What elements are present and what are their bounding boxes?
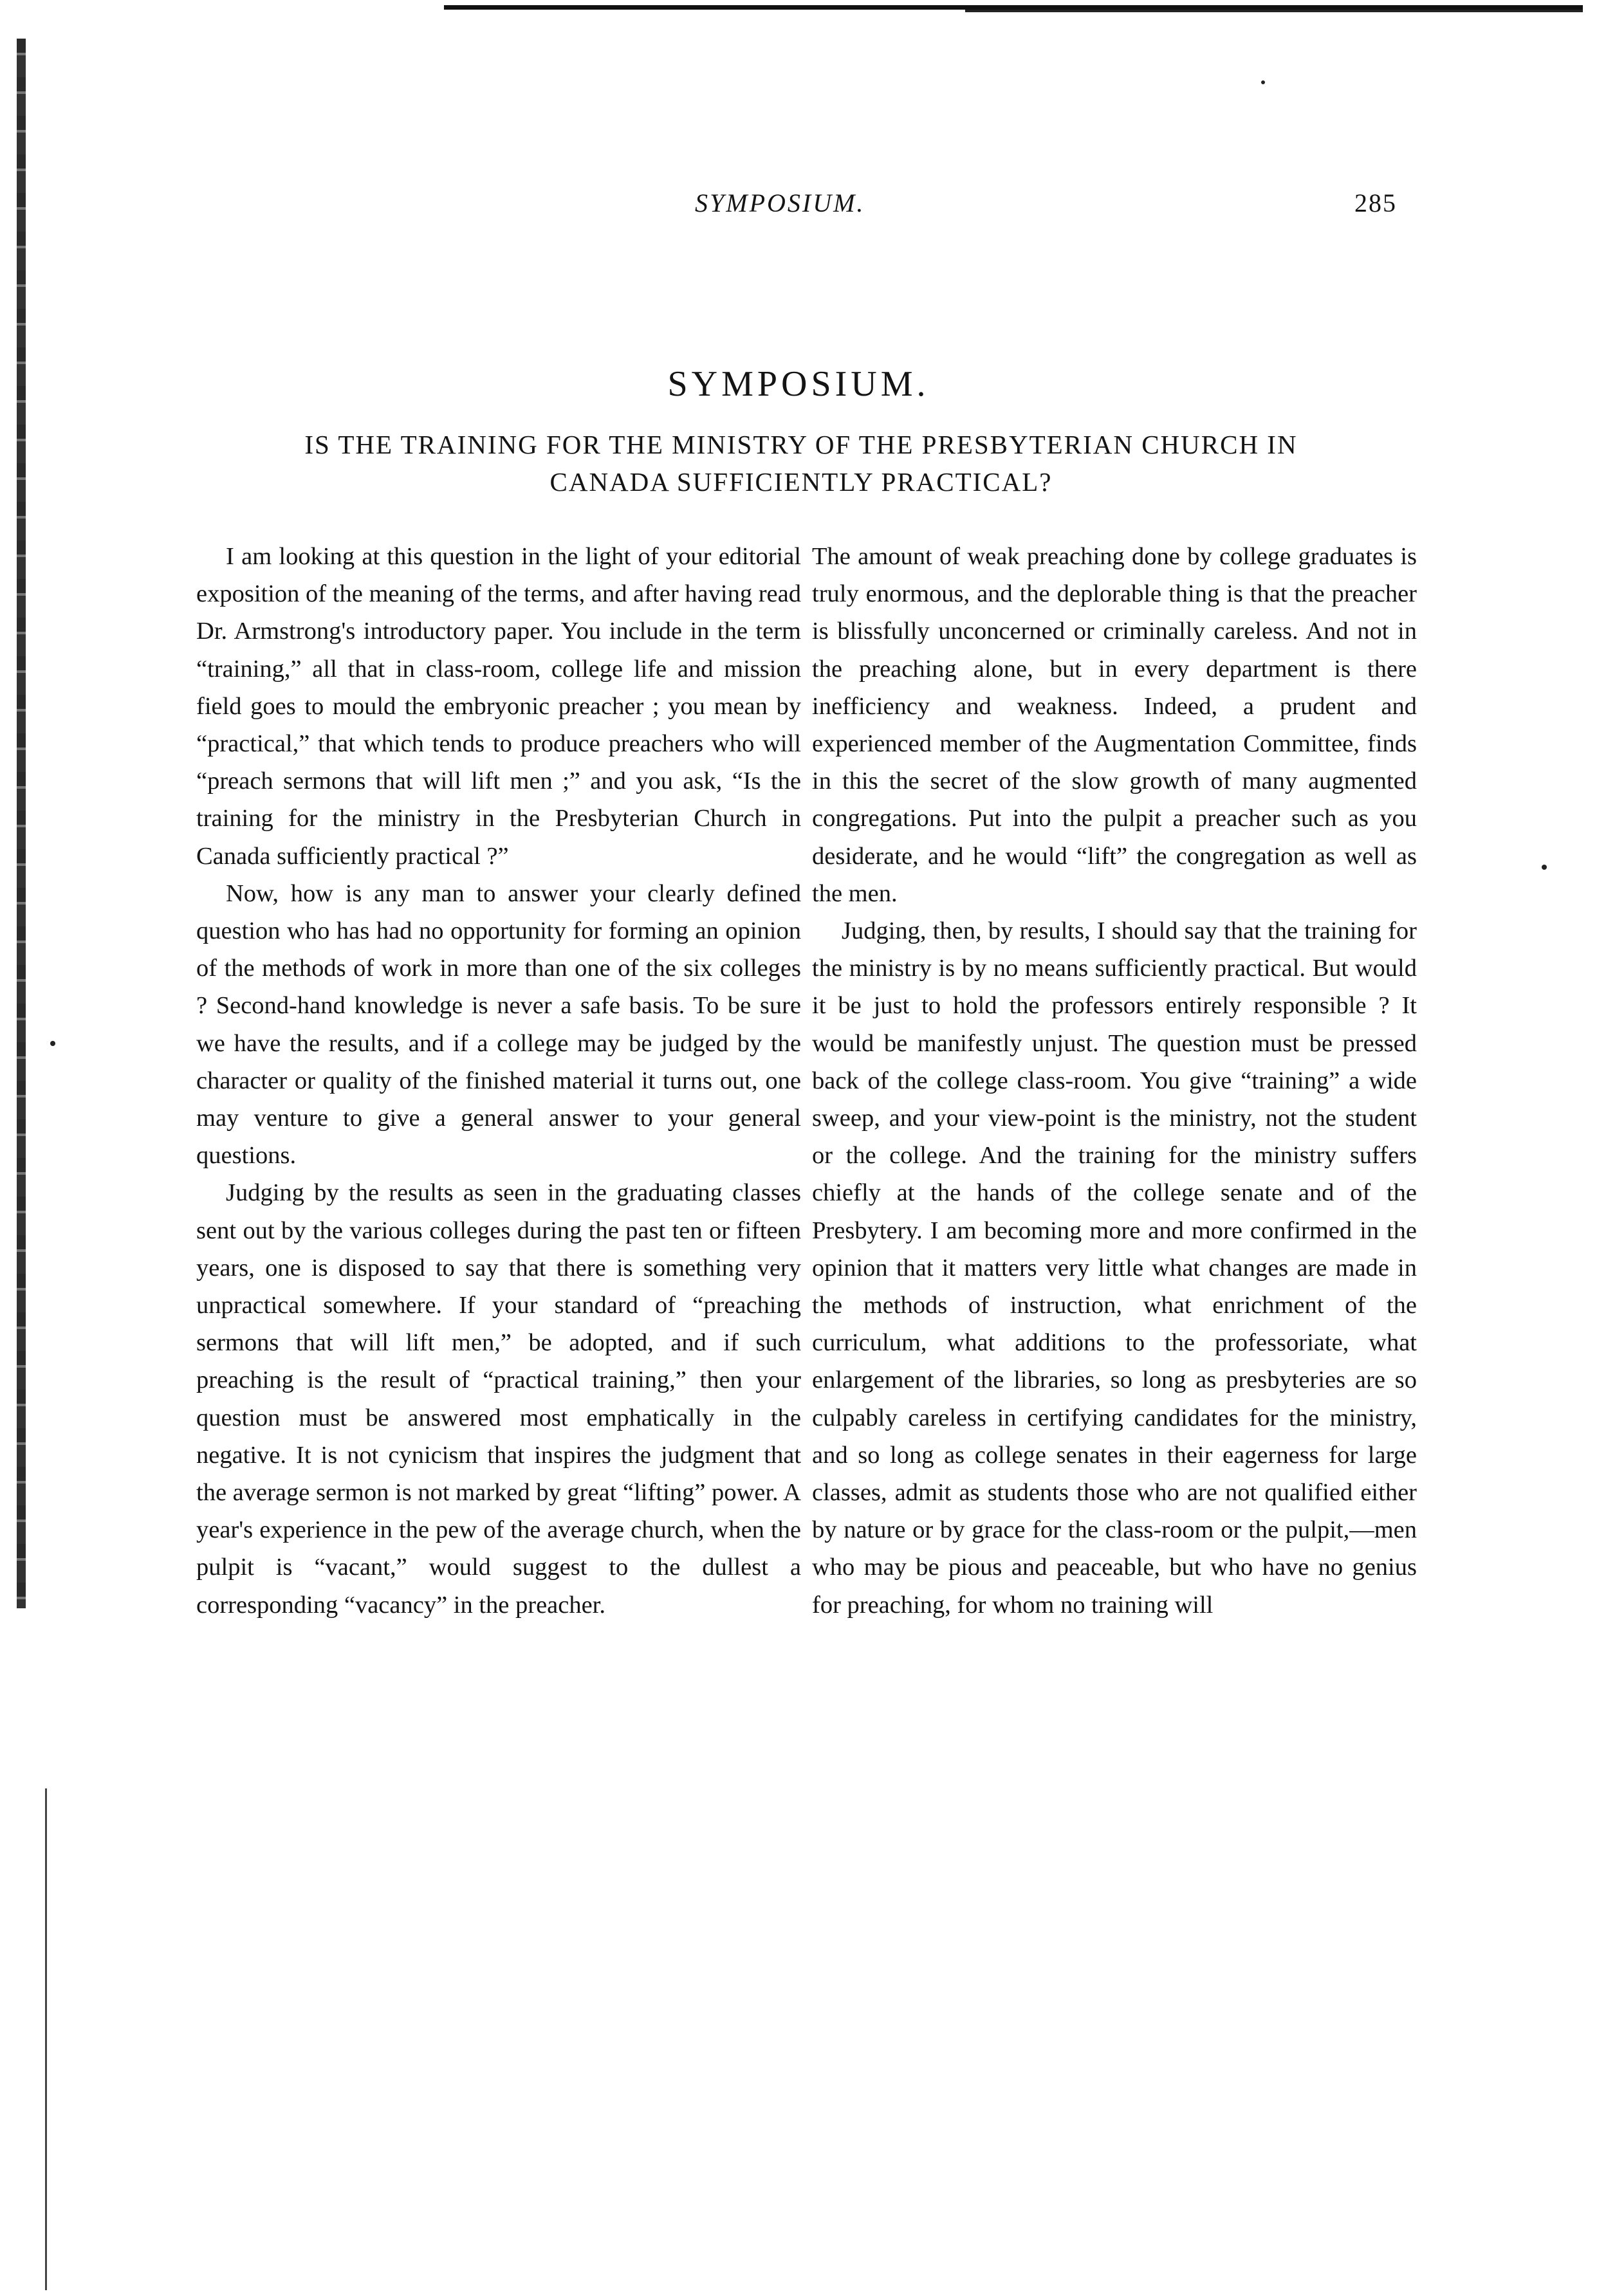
left-paragraph-2: Now, how is any man to answer your clearly defined question who has had no opportunity for forming an opinion of the methods of work in more than one of the six colleges ? Second-hand knowledge is never a safe basis. To be sure we have the results, and if a college may be judged by the character or quality of the finished material it turns out, one may venture to give a general answer to your general questions.: [196, 879, 801, 1170]
article-subtitle: [193, 426, 1409, 501]
top-rule-secondary: [965, 10, 1583, 12]
right-paragraph-2: Judging, then, by results, I should say that the training for the ministry is by no means sufficiently practical. But would it be just to hold the professors entirely responsible ? It would be manifestly unjust. The question must be pressed back of the college class-room. You give “training” a wide sweep, and your view-point is the ministry, not the student or the college. And the training for the ministry suffers chiefly at the hands of the college senate and of the Presbytery. I am becoming more and more confirmed in the opinion that it matters very little what changes are made in the methods of instruction, what enrichment of the curriculum, what additions to the professoriate, what enlargement of the libraries, so long as presbyteries are so culpably careless in certifying candidates for the ministry, and so long as college senates in their eagerness for large classes, admit as students those who are not qualified either by nature or by grace for the class-room or the pulpit,—men who may be pious and peaceable, but who have no genius for preaching, for whom no training will: [812, 917, 1417, 1619]
scan-speck: [50, 1041, 55, 1046]
running-head: SYMPOSIUM.: [695, 188, 865, 217]
right-column: [812, 538, 1417, 1624]
subtitle-line-2: CANADA SUFFICIENTLY PRACTICAL?: [549, 467, 1053, 497]
left-paragraph-3: Judging by the results as seen in the graduating classes sent out by the various colleges during the past ten or fifteen years, one is disposed to say that there is something very unpractical somewhere. If your standard of “preaching sermons that will lift men,” be adopted, and if such preaching is the result of “practical training,” then your question must be answered most emphatically in the negative. It is not cynicism that inspires the judgment that the average sermon is not marked by great “lifting” power. A year's experience in the pew of the average church, when the pulpit is “vacant,” would suggest to the dullest a corresponding “vacancy” in the preacher.: [196, 1179, 801, 1619]
subtitle-line-1: IS THE TRAINING FOR THE MINISTRY OF THE PRESBYTERIAN CHURCH IN: [304, 430, 1298, 459]
left-column: [196, 538, 801, 1624]
scan-speck: [1261, 80, 1265, 84]
scan-speck: [1542, 865, 1547, 870]
article-title: SYMPOSIUM.: [667, 364, 930, 404]
top-rule: [444, 5, 1583, 10]
scan-binding-edge: [17, 39, 26, 1608]
right-paragraph-1: The amount of weak preaching done by college graduates is truly enormous, and the deplorable thing is that the preacher is blissfully unconcerned or criminally careless. And not in the preaching alone, but in every department is there inefficiency and weakness. Indeed, a prudent and experienced member of the Augmentation Committee, finds in this the secret of the slow growth of many augmented congregations. Put into the pulpit a preacher such as you desiderate, and he would “lift” the congregation as well as the men.: [812, 543, 1417, 907]
scan-margin-line: [45, 1788, 47, 2290]
page-number: 285: [1354, 188, 1397, 217]
left-paragraph-1: I am looking at this question in the light of your editorial exposition of the meaning of the terms, and after having read Dr. Armstrong's introductory paper. You include in the term “training,” all that in class-room, college life and mission field goes to mould the embryonic preacher ; you mean by “practical,” that which tends to produce preachers who will “preach sermons that will lift men ;” and you ask, “Is the training for the ministry in the Presbyterian Church in Canada sufficiently practical ?”: [196, 543, 801, 870]
